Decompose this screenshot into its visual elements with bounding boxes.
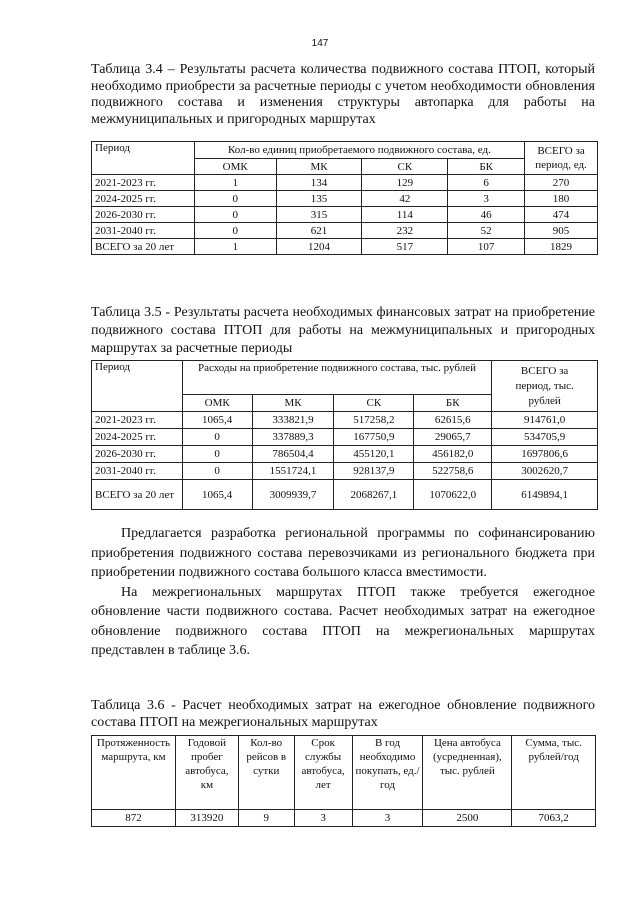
table-row bbox=[92, 429, 598, 446]
table-cell: 522758,6 bbox=[414, 463, 492, 480]
table-cell: 270 bbox=[525, 175, 598, 191]
table-cell: 0 bbox=[194, 191, 276, 207]
table-row bbox=[92, 480, 598, 510]
table-cell: 1829 bbox=[525, 239, 598, 255]
row-label: 2031-2040 гг. bbox=[92, 463, 183, 480]
table-cell: 3 bbox=[448, 191, 525, 207]
table-row bbox=[92, 207, 598, 223]
table-cell: 180 bbox=[525, 191, 598, 207]
table-cell: 315 bbox=[276, 207, 362, 223]
table-cell: 1551724,1 bbox=[252, 463, 334, 480]
header-cell: Кол-во рейсов в сутки bbox=[238, 736, 294, 810]
table-cell: 129 bbox=[362, 175, 448, 191]
page-number: 147 bbox=[311, 38, 329, 49]
row-label: 2021-2023 гг. bbox=[92, 412, 183, 429]
header-period: Период bbox=[92, 361, 183, 412]
table-cell: 872 bbox=[92, 810, 176, 827]
header-col: ОМК bbox=[182, 395, 252, 412]
header-total: ВСЕГО за период, тыс. рублей bbox=[492, 361, 598, 412]
table-cell: 114 bbox=[362, 207, 448, 223]
table-row bbox=[92, 175, 598, 191]
header-col: МК bbox=[252, 395, 334, 412]
header-col: БК bbox=[448, 159, 525, 175]
table-cell: 167750,9 bbox=[334, 429, 414, 446]
table-row bbox=[92, 446, 598, 463]
paragraph: Предлагается разработка региональной программы по софинансированию приобретения подвижного состава перевозчиками из регионального бюджета при приобретении подвижного состава большого класса вместимости. bbox=[91, 526, 595, 580]
row-label: 2021-2023 гг. bbox=[92, 175, 195, 191]
table-cell: 1 bbox=[194, 175, 276, 191]
table-cell: 474 bbox=[525, 207, 598, 223]
row-label: ВСЕГО за 20 лет bbox=[92, 239, 195, 255]
row-label: 2026-2030 гг. bbox=[92, 207, 195, 223]
table-cell: 621 bbox=[276, 223, 362, 239]
table-cell: 6 bbox=[448, 175, 525, 191]
table-row bbox=[92, 191, 598, 207]
table-3-6 bbox=[91, 735, 596, 827]
header-cell: Сумма, тыс. рублей/год bbox=[512, 736, 596, 810]
header-col: МК bbox=[276, 159, 362, 175]
table-row bbox=[92, 463, 598, 480]
table-cell: 232 bbox=[362, 223, 448, 239]
header-col: СК bbox=[362, 159, 448, 175]
table-cell: 3002620,7 bbox=[492, 463, 598, 480]
table-cell: 914761,0 bbox=[492, 412, 598, 429]
row-label: 2031-2040 гг. bbox=[92, 223, 195, 239]
table-cell: 0 bbox=[194, 223, 276, 239]
table-cell: 517258,2 bbox=[334, 412, 414, 429]
header-col: СК bbox=[334, 395, 414, 412]
table-cell: 333821,9 bbox=[252, 412, 334, 429]
table-cell: 337889,3 bbox=[252, 429, 334, 446]
table-cell: 134 bbox=[276, 175, 362, 191]
table-cell: 46 bbox=[448, 207, 525, 223]
table-cell: 42 bbox=[362, 191, 448, 207]
header-cell: Срок службы автобуса, лет bbox=[294, 736, 352, 810]
table-cell: 29065,7 bbox=[414, 429, 492, 446]
table-cell: 0 bbox=[182, 446, 252, 463]
table-cell: 313920 bbox=[175, 810, 238, 827]
table-cell: 786504,4 bbox=[252, 446, 334, 463]
table-3-4-caption: Таблица 3.4 – Результаты расчета количества подвижного состава ПТОП, который необходимо приобрести за расчетные периоды с учетом необходимости обновления подвижного состава и изменения структуры автопарка для работы на межмуниципальных и пригородных маршрутах bbox=[91, 62, 595, 127]
header-cell: В год необходимо покупать, ед./год bbox=[352, 736, 423, 810]
table-row bbox=[92, 223, 598, 239]
table-cell: 534705,9 bbox=[492, 429, 598, 446]
table-cell: 62615,6 bbox=[414, 412, 492, 429]
row-label: 2024-2025 гг. bbox=[92, 191, 195, 207]
table-cell: 2500 bbox=[423, 810, 512, 827]
header-period: Период bbox=[92, 142, 195, 175]
header-total: ВСЕГО за период, ед. bbox=[525, 142, 598, 175]
body-text bbox=[91, 524, 595, 661]
table-3-5 bbox=[91, 360, 598, 510]
table-cell: 456182,0 bbox=[414, 446, 492, 463]
table-row bbox=[92, 412, 598, 429]
table-cell: 9 bbox=[238, 810, 294, 827]
table-3-4 bbox=[91, 141, 598, 255]
table-cell: 0 bbox=[182, 463, 252, 480]
table-cell: 1 bbox=[194, 239, 276, 255]
header-group: Кол-во единиц приобретаемого подвижного состава, ед. bbox=[194, 142, 524, 159]
table-cell: 1065,4 bbox=[182, 412, 252, 429]
table-cell: 928137,9 bbox=[334, 463, 414, 480]
table-3-5-caption: Таблица 3.5 - Результаты расчета необходимых финансовых затрат на приобретение подвижного состава ПТОП для работы на межмуниципальных и пригородных маршрутах за расчетные периоды bbox=[91, 305, 595, 356]
header-cell: Годовой пробег автобуса, км bbox=[175, 736, 238, 810]
header-col: БК bbox=[414, 395, 492, 412]
paragraph: На межрегиональных маршрутах ПТОП также требуется ежегодное обновление части подвижного состава. Расчет необходимых затрат на ежегодное обновление подвижного состава ПТОП на межрегиональных маршрутах представлен в таблице 3.6. bbox=[91, 584, 595, 658]
table-cell: 1070622,0 bbox=[414, 480, 492, 510]
table-cell: 1697806,6 bbox=[492, 446, 598, 463]
row-label: ВСЕГО за 20 лет bbox=[92, 480, 183, 510]
header-col: ОМК bbox=[194, 159, 276, 175]
table-cell: 2068267,1 bbox=[334, 480, 414, 510]
table-cell: 7063,2 bbox=[512, 810, 596, 827]
table-cell: 135 bbox=[276, 191, 362, 207]
table-cell: 905 bbox=[525, 223, 598, 239]
table-cell: 107 bbox=[448, 239, 525, 255]
table-cell: 3009939,7 bbox=[252, 480, 334, 510]
header-cell: Протяженность маршрута, км bbox=[92, 736, 176, 810]
table-cell: 517 bbox=[362, 239, 448, 255]
header-group: Расходы на приобретение подвижного состава, тыс. рублей bbox=[182, 361, 491, 395]
table-cell: 3 bbox=[352, 810, 423, 827]
table-row bbox=[92, 239, 598, 255]
row-label: 2024-2025 гг. bbox=[92, 429, 183, 446]
table-cell: 0 bbox=[182, 429, 252, 446]
table-cell: 6149894,1 bbox=[492, 480, 598, 510]
table-cell: 52 bbox=[448, 223, 525, 239]
table-3-6-caption: Таблица 3.6 - Расчет необходимых затрат на ежегодное обновление подвижного состава ПТОП на межрегиональных маршрутах bbox=[91, 698, 595, 730]
table-cell: 1204 bbox=[276, 239, 362, 255]
table-cell: 455120,1 bbox=[334, 446, 414, 463]
table-cell: 0 bbox=[194, 207, 276, 223]
row-label: 2026-2030 гг. bbox=[92, 446, 183, 463]
table-cell: 3 bbox=[294, 810, 352, 827]
header-cell: Цена автобуса (усредненная), тыс. рублей bbox=[423, 736, 512, 810]
table-cell: 1065,4 bbox=[182, 480, 252, 510]
